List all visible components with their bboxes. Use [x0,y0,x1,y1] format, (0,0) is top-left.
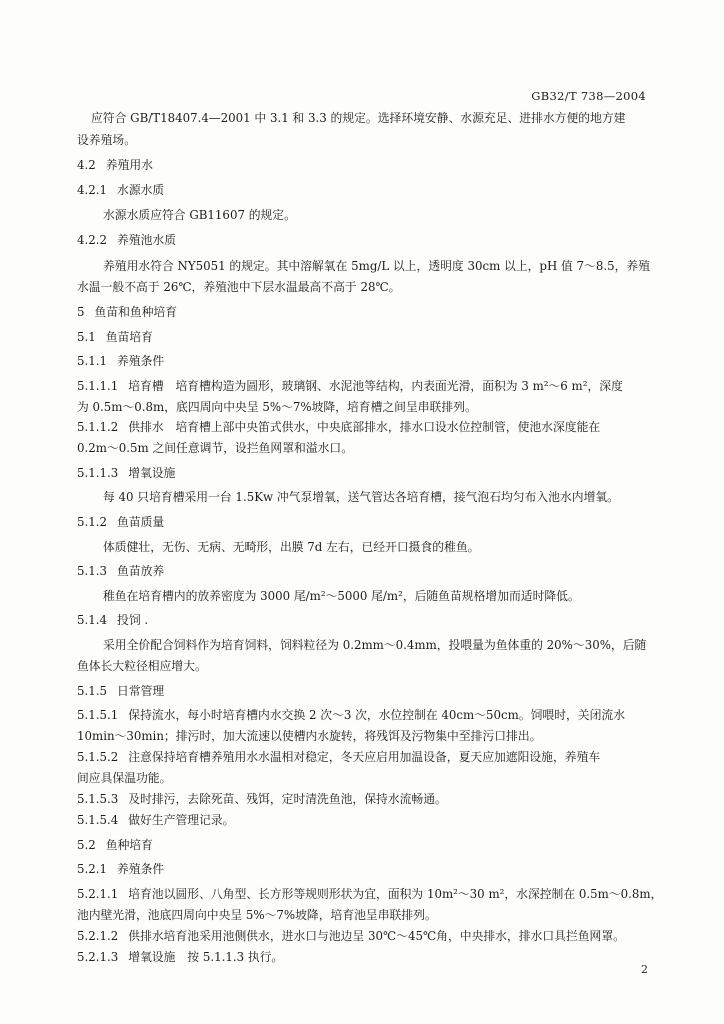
line-text: 采用全价配合饲料作为培育饲料，饲料粒径为 0.2mm～0.4mm，投喂量为鱼体重的 20%～30%，后随 [103,638,647,652]
section-number: 4.2.1 [77,183,108,197]
text-line [0,658,724,674]
text-line [0,770,724,786]
text-line [0,539,724,555]
line-text: 0.2m～0.5m 之间任意调节，设拦鱼网罩和溢水口。 [77,441,353,455]
line-text: 应符合 GB/T18407.4—2001 中 3.1 和 3.3 的规定。选择环境安静、水源充足、进排水方便的地方建 [91,111,626,125]
line-text: 注意保持培育槽养殖用水水温相对稳定，冬天应启用加温设备，夏天应加遮阳设施，养殖车 [128,750,601,764]
section-number: 5.1.4 [77,613,108,627]
text-line [0,157,724,173]
text-line [0,207,724,223]
line-text: 间应具保温功能。 [77,771,172,785]
text-line [0,707,724,723]
standard-code-header: GB32/T 738—2004 [531,89,646,103]
text-line [0,489,724,505]
text-line [0,232,724,248]
line-text: 设养殖场。 [77,133,136,147]
line-text: 每 40 只培育槽采用一台 1.5Kw 冲气泵增氧，送气管达各培育槽，接气泡石均匀布入池水内增氧。 [103,490,619,504]
line-text: 鱼种培育 [105,838,153,852]
line-text: 投饲 . [117,613,149,627]
text-line [0,110,724,126]
line-text: 体质健壮，无伤、无病、无畸形，出膜 7d 左右，已经开口摄食的稚鱼。 [103,540,480,554]
text-line [0,812,724,828]
page-number: 2 [641,963,648,976]
line-text: 及时排污，去除死苗、残饵，定时清洗鱼池，保持水流畅通。 [128,792,447,806]
text-line [0,861,724,877]
line-text: 池内壁光滑，池底四周向中央呈 5%～7%坡降，培育池呈串联排列。 [77,908,437,922]
text-line [0,132,724,148]
line-text: 供排水 培育槽上部中央笛式供水，中央底部排水，排水口设水位控制管，使池水深度能在 [128,420,601,434]
line-text: 培育池以圆形、八角型、长方形等规则形状为宜，面积为 10m²～30 m²，水深控制在 0.5m～0.8m， [128,887,663,901]
line-text: 供排水培育池采用池侧供水，进水口与池边呈 30℃～45℃角，中央排水，排水口具拦鱼网罩。 [128,929,625,943]
line-text: 养殖用水 [105,158,153,172]
line-text: 鱼苗和鱼种培育 [94,305,178,319]
text-line [0,612,724,628]
text-line [0,728,724,744]
line-text: 增氧设施 按 5.1.1.3 执行。 [128,950,284,964]
text-line [0,514,724,530]
section-number: 4.2 [77,158,96,172]
line-text: 鱼体长大粒径相应增大。 [77,659,207,673]
text-line [0,907,724,923]
text-line [0,399,724,415]
line-text: 养殖条件 [117,354,165,368]
text-line [0,378,724,394]
line-text: 鱼苗质量 [117,515,165,529]
line-text: 水温一般不高于 26℃，养殖池中下层水温最高不高于 28℃。 [77,280,401,294]
line-text: 日常管理 [117,684,165,698]
section-number: 5.1.5.2 [77,750,119,764]
section-number: 5.2.1.3 [77,950,119,964]
section-number: 5.1.1.1 [77,379,119,393]
text-line [0,683,724,699]
text-line [0,419,724,435]
section-number: 5.1.5.4 [77,813,119,827]
section-number: 5.2.1 [77,862,108,876]
section-number: 5 [77,305,85,319]
section-number: 5.1 [77,330,96,344]
line-text: 水源水质应符合 GB11607 的规定。 [103,208,296,222]
text-line [0,329,724,345]
section-number: 5.1.5.1 [77,708,119,722]
line-text: 养殖池水质 [117,233,177,247]
section-number: 5.1.5 [77,684,108,698]
text-line [0,465,724,481]
text-line [0,279,724,295]
line-text: 为 0.5m～0.8m，底四周向中央呈 5%～7%坡降，培育槽之间呈串联排列。 [77,400,477,414]
line-text: 保持流水，每小时培育槽内水交换 2 次～3 次，水位控制在 40cm～50cm。饲喂时，关闭流水 [128,708,625,722]
text-line [0,588,724,604]
line-text: 做好生产管理记录。 [128,813,235,827]
text-line [0,949,724,965]
section-number: 5.2.1.2 [77,929,119,943]
section-number: 5.1.1.2 [77,420,119,434]
section-number: 5.2 [77,838,96,852]
text-line [0,791,724,807]
line-text: 养殖条件 [117,862,165,876]
section-number: 5.1.1.3 [77,466,119,480]
line-text: 养殖用水符合 NY5051 的规定。其中溶解氧在 5mg/L 以上，透明度 30cm 以上，pH 值 7～8.5，养殖 [103,259,651,273]
line-text: 鱼苗培育 [105,330,153,344]
line-text: 10min～30min；排污时，加大流速以使槽内水旋转，将残饵及污物集中至排污口排出。 [77,729,542,743]
text-line [0,182,724,198]
line-text: 水源水质 [117,183,165,197]
section-number: 4.2.2 [77,233,108,247]
text-line [0,304,724,320]
text-line [0,440,724,456]
text-line [0,637,724,653]
text-line [0,563,724,579]
text-line [0,837,724,853]
line-text: 增氧设施 [128,466,176,480]
section-number: 5.1.2 [77,515,108,529]
text-line [0,353,724,369]
section-number: 5.2.1.1 [77,887,119,901]
line-text: 培育槽 培育槽构造为圆形，玻璃钢、水泥池等结构，内表面光滑，面积为 3 m²～6 m²，深度 [128,379,623,393]
line-text: 稚鱼在培育槽内的放养密度为 3000 尾/m²～5000 尾/m²，后随鱼苗规格增加而适时降低。 [103,589,580,603]
text-line [0,886,724,902]
section-number: 5.1.5.3 [77,792,119,806]
section-number: 5.1.3 [77,564,108,578]
text-line [0,928,724,944]
text-line [0,749,724,765]
line-text: 鱼苗放养 [117,564,165,578]
text-line [0,258,724,274]
section-number: 5.1.1 [77,354,108,368]
